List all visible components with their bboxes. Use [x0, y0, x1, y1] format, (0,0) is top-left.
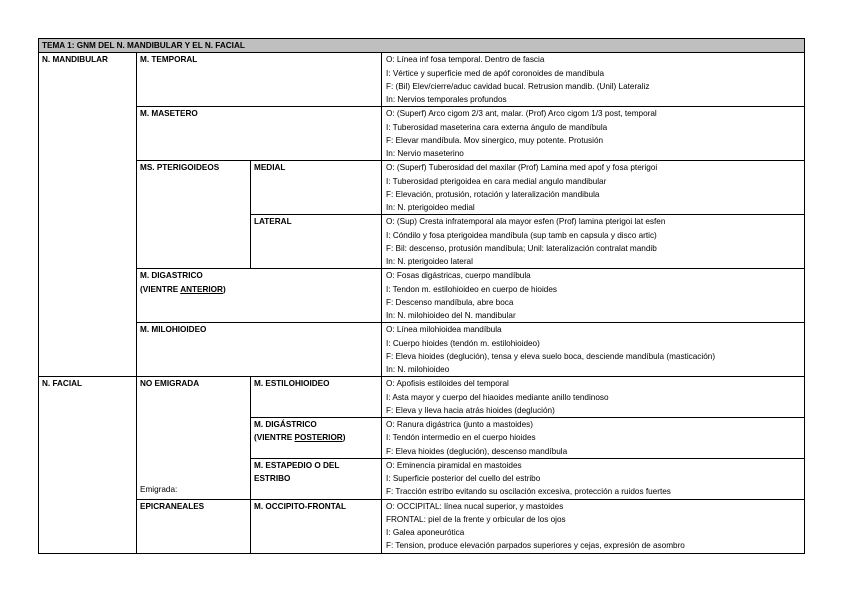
desc-line: I: Galea aponeurótica — [386, 528, 465, 537]
name-part: ) — [222, 284, 226, 294]
muscle-name-line: M. DIGASTRICO — [140, 271, 203, 281]
muscle-masetero-desc — [382, 107, 805, 161]
desc-line: I: Cuerpo hioides (tendón m. estilohioideo) — [386, 338, 540, 348]
desc-line: I: Cóndilo y fosa pterigoidea mandíbula (sup tamb en capsula y disco artic) — [386, 230, 657, 240]
desc-line: O: OCCIPITAL: línea nucal superior, y mastoides — [386, 501, 564, 511]
muscle-name-line — [140, 283, 378, 296]
muscle-temporal: M. TEMPORAL — [137, 53, 382, 107]
desc-line: In: N. pterigoideo medial — [386, 203, 475, 212]
desc-line: F: Eleva hioides (deglución), descenso mandíbula — [386, 446, 568, 456]
desc-line: I: Asta mayor y cuerpo del hiaoides mediante anillo tendinoso — [386, 392, 609, 402]
name-underlined: ANTERIOR — [180, 284, 223, 294]
desc-line: F: Elevar mandíbula. Mov sinergico, muy potente. Protusión — [386, 135, 604, 145]
desc-line: F: Tracción estribo evitando su oscilación excesiva, protección a ruidos fuertes — [386, 487, 671, 497]
desc-line: I: Tuberosidad pterigoidea en cara medial angulo mandibular — [386, 176, 607, 186]
desc-line: O: Apofisis estiloides del temporal — [386, 379, 509, 389]
desc-line: I: Tendon m. estilohioideo en cuerpo de hioides — [386, 284, 557, 294]
muscle-masetero: M. MASETERO — [137, 107, 382, 161]
name-part: (VIENTRE — [140, 284, 181, 294]
muscle-digastrico-posterior — [251, 418, 382, 459]
desc-line: In: Nervios temporales profundos — [386, 95, 507, 104]
table-title: TEMA 1: GNM DEL N. MANDIBULAR Y EL N. FACIAL — [39, 39, 805, 53]
desc-line: O: (Superf) Tuberosidad del maxilar (Prof) Lamina med apof y fosa pterigoi — [386, 163, 658, 173]
muscle-digastrico-anterior — [137, 269, 382, 323]
muscle-digastrico-posterior-desc — [382, 418, 805, 459]
document-page — [38, 38, 804, 554]
name-underlined: POSTERIOR — [294, 433, 343, 443]
muscle-pterigoideo-lateral: LATERAL — [251, 215, 382, 269]
muscle-name-line — [254, 431, 378, 444]
muscle-name-line: ESTRIBO — [254, 474, 291, 483]
desc-line: O: (Superf) Arco cigom 2/3 ant, malar. (Prof) Arco cigom 1/3 post, temporal — [386, 109, 657, 119]
muscle-name-line: M. ESTAPEDIO O DEL — [254, 460, 340, 470]
desc-line: F: Tension, produce elevación parpados superiores y cejas, expresión de asombro — [386, 541, 685, 551]
table-row — [39, 269, 805, 323]
muscle-milohioideo: M. MILOHIOIDEO — [137, 323, 382, 377]
group-no-emigrada — [137, 377, 251, 499]
name-part: (VIENTRE — [254, 433, 295, 443]
desc-line: O: Fosas digástricas, cuerpo mandíbula — [386, 271, 531, 281]
desc-line: F: (Bil) Elev/cierre/aduc cavidad bucal. Retrusion mandib. (Unil) Lateraliz — [386, 81, 650, 91]
muscle-estapedio — [251, 458, 382, 499]
muscle-pterigoideo-lateral-desc — [382, 215, 805, 269]
desc-line: I: Superficie posterior del cuello del estribo — [386, 474, 541, 483]
desc-line: I: Vértice y superficie med de apóf coronoides de mandíbula — [386, 68, 605, 78]
desc-line: FRONTAL: piel de la frente y orbicular de los ojos — [386, 514, 566, 524]
nerve-facial: N. FACIAL — [39, 377, 137, 553]
desc-line: F: Bil: descenso, protusión mandíbula; Unil: lateralización contralat mandib — [386, 243, 657, 253]
table-title-row — [39, 39, 805, 53]
group-emigrada-label: Emigrada: — [140, 485, 178, 494]
table-row — [39, 53, 805, 107]
group-epicraneales: EPICRANEALES — [137, 499, 251, 553]
table-row — [39, 377, 805, 418]
muscle-temporal-desc — [382, 53, 805, 107]
muscle-pterigoideos: MS. PTERIGOIDEOS — [137, 161, 251, 269]
muscle-estapedio-desc — [382, 458, 805, 499]
table-row — [39, 499, 805, 553]
desc-line: F: Descenso mandíbula, abre boca — [386, 297, 514, 307]
desc-line: In: N. milohioideo del N. mandibular — [386, 311, 516, 320]
name-part: ) — [342, 433, 346, 443]
table-row — [39, 107, 805, 161]
desc-line: O: Línea inf fosa temporal. Dentro de fascia — [386, 55, 545, 65]
muscle-pterigoideo-medial: MEDIAL — [251, 161, 382, 215]
group-no-emigrada-label: NO EMIGRADA — [140, 379, 200, 389]
muscle-estilohioideo: M. ESTILOHIOIDEO — [251, 377, 382, 418]
desc-line: O: (Sup) Cresta infratemporal ala mayor esfen (Prof) lamina pterigoi lat esfen — [386, 217, 666, 227]
table-row — [39, 161, 805, 215]
desc-line: F: Eleva hioides (deglución), tensa y eleva suelo boca, desciende mandíbula (masticación) — [386, 351, 716, 361]
table-row — [39, 323, 805, 377]
muscle-milohioideo-desc — [382, 323, 805, 377]
desc-line: F: Eleva y lleva hacia atrás hioides (deglución) — [386, 405, 555, 415]
desc-line: In: N. milohioideo — [386, 365, 450, 374]
desc-line: O: Eminencia piramidal en mastoides — [386, 460, 522, 470]
muscle-pterigoideo-medial-desc — [382, 161, 805, 215]
muscle-estilohioideo-desc — [382, 377, 805, 418]
muscle-digastrico-anterior-desc — [382, 269, 805, 323]
muscle-occipito-frontal-desc — [382, 499, 805, 553]
muscle-table — [38, 38, 805, 554]
desc-line: I: Tendón intermedio en el cuerpo hioides — [386, 433, 536, 443]
muscle-occipito-frontal: M. OCCIPITO-FRONTAL — [251, 499, 382, 553]
desc-line: In: Nervio maseterino — [386, 149, 464, 158]
muscle-name-line: M. DIGÁSTRICO — [254, 420, 317, 429]
desc-line: F: Elevación, protusión, rotación y lateralización mandibula — [386, 189, 600, 199]
desc-line: O: Línea milohioidea mandíbula — [386, 325, 502, 335]
nerve-mandibular: N. MANDIBULAR — [39, 53, 137, 377]
desc-line: In: N. pterigoideo lateral — [386, 257, 473, 266]
desc-line: O: Ranura digástrica (junto a mastoides) — [386, 420, 533, 429]
desc-line: I: Tuberosidad maseterina cara externa ángulo de mandíbula — [386, 122, 608, 132]
